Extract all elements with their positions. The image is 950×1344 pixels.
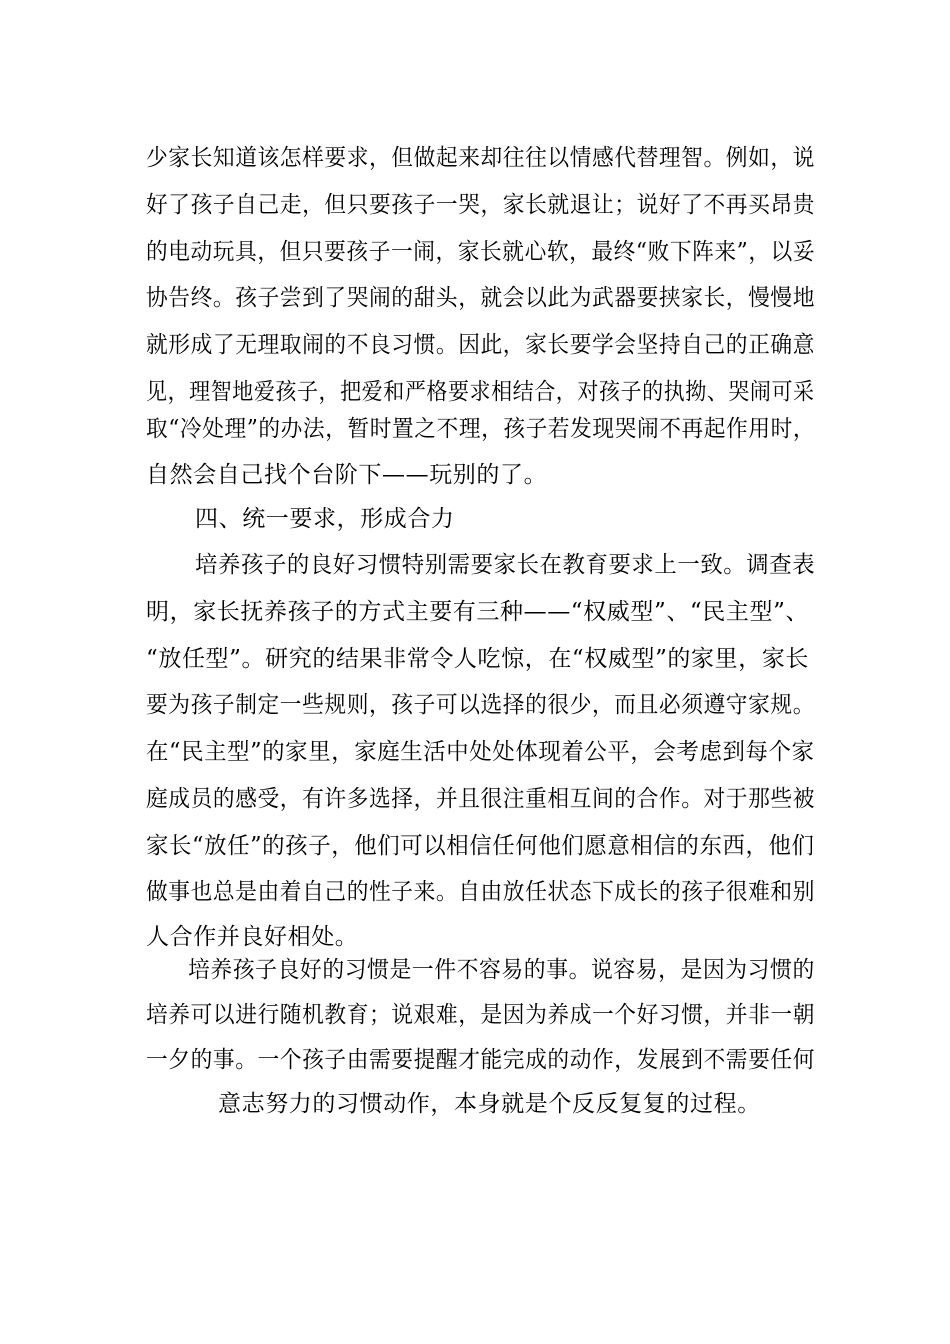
text-line: 培养可以进行随机教育；说艰难，是因为养成一个好习惯，并非一朝: [146, 1002, 815, 1028]
text-line: 要为孩子制定一些规则，孩子可以选择的很少，而且必须遵守家规。: [146, 692, 815, 718]
text-line: 少家长知道该怎样要求，但做起来却往往以情感代替理智。例如，说: [146, 145, 815, 171]
text-line: 明，家长抚养孩子的方式主要有三种——“权威型”、“民主型”、: [146, 599, 810, 625]
text-line: “放任型”。研究的结果非常令人吃惊，在“权威型”的家里，家长: [146, 646, 810, 672]
text-line: 好了孩子自己走，但只要孩子一哭，家长就退让；说好了不再买昂贵: [146, 192, 815, 218]
text-line: 人合作并良好相处。: [146, 924, 359, 950]
text-line: 培养孩子良好的习惯是一件不容易的事。说容易，是因为习惯的: [188, 957, 815, 983]
section-heading: 四、统一要求，形成合力: [195, 506, 455, 532]
text-line: 做事也总是由着自己的性子来。自由放任状态下成长的孩子很难和别: [146, 879, 815, 905]
text-line: 就形成了无理取闹的不良习惯。因此，家长要学会坚持自己的正确意: [146, 332, 815, 358]
text-line: 意志努力的习惯动作，本身就是个反反复复的过程。: [218, 1091, 761, 1117]
text-line: 家长“放任”的孩子，他们可以相信任何他们愿意相信的东西，他们: [146, 833, 815, 859]
text-line: 的电动玩具，但只要孩子一闹，家长就心软，最终“败下阵来”，以妥: [146, 239, 816, 265]
text-line: 自然会自己找个台阶下——玩别的了。: [146, 462, 548, 488]
text-line: 协告终。孩子尝到了哭闹的甜头，就会以此为武器要挟家长，慢慢地: [146, 285, 815, 311]
text-line: 见，理智地爱孩子，把爱和严格要求相结合，对孩子的执拗、哭闹可采: [146, 379, 815, 405]
text-line: 培养孩子的良好习惯特别需要家长在教育要求上一致。调查表: [195, 552, 816, 578]
text-line: 取“冷处理”的办法，暂时置之不理，孩子若发现哭闹不再起作用时，: [146, 416, 816, 442]
text-line: 庭成员的感受，有许多选择，并且很注重相互间的合作。对于那些被: [146, 786, 815, 812]
text-line: 一夕的事。一个孩子由需要提醒才能完成的动作，发展到不需要任何: [146, 1047, 815, 1073]
text-line: 在“民主型”的家里，家庭生活中处处体现着公平，会考虑到每个家: [146, 739, 815, 765]
